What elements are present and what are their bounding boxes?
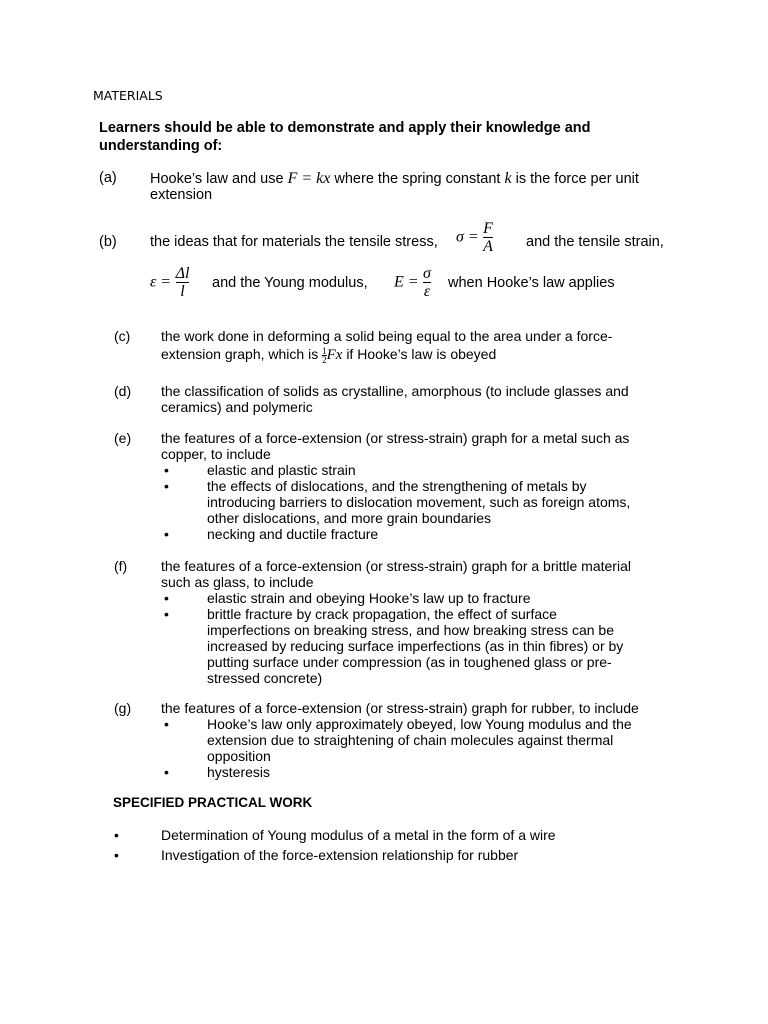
item-f-line1: the features of a force-extension (or stress-strain) graph for a brittle material — [161, 558, 631, 574]
item-b-t3: and the Young modulus, — [212, 275, 368, 291]
item-a-line2: extension — [150, 187, 213, 203]
item-g-bullet-1-line1: Hooke’s law only approximately obeyed, low Young modulus and the — [207, 716, 632, 732]
bullet-icon: • — [164, 716, 169, 732]
bullet-icon: • — [164, 590, 169, 606]
item-f-bullet-2-line1: brittle fracture by crack propagation, the effect of surface — [207, 606, 557, 622]
item-g-bullet-1-line3: opposition — [207, 748, 271, 764]
item-c-line2a: extension graph, which is — [161, 346, 319, 362]
item-f-label: (f) — [114, 558, 128, 574]
bullet-icon: • — [164, 764, 169, 780]
item-b-t4: when Hooke’s law applies — [448, 275, 615, 291]
stress-formula — [456, 220, 493, 255]
item-e-bullet-2-line2: introducing barriers to dislocation movement, such as foreign atoms, — [207, 494, 631, 510]
item-e-bullet-1: elastic and plastic strain — [207, 462, 356, 478]
strain-numerator: Δl — [175, 265, 190, 282]
strain-symbol: ε = — [150, 273, 172, 291]
item-c-label: (c) — [114, 328, 131, 344]
strain-formula — [150, 265, 189, 300]
young-denominator: ε — [423, 283, 431, 300]
item-f-line2: such as glass, to include — [161, 574, 314, 590]
young-fraction — [423, 265, 431, 300]
item-b-label: (b) — [99, 234, 117, 250]
item-b-t2: and the tensile strain, — [526, 234, 664, 250]
half-numerator: 1 — [322, 345, 327, 356]
item-a-equation: F = kx — [287, 170, 331, 187]
item-f-bullet-1: elastic strain and obeying Hooke’s law up to fracture — [207, 590, 531, 606]
item-e-bullet-3: necking and ductile fracture — [207, 526, 379, 542]
item-f-bullet-2-line3: increased by reducing surface imperfections (as in thin fibres) or by — [207, 638, 624, 654]
item-e-line1: the features of a force-extension (or stress-strain) graph for a metal such as — [161, 430, 630, 446]
item-g-label: (g) — [114, 700, 132, 716]
half-denominator: 2 — [322, 354, 327, 365]
bullet-icon: • — [114, 827, 119, 843]
item-a-k: k — [504, 170, 512, 187]
item-f-bullet-2-line5: stressed concrete) — [207, 670, 323, 686]
practical-heading: SPECIFIED PRACTICAL WORK — [113, 795, 313, 810]
intro-heading: Learners should be able to demonstrate and apply their knowledge and understanding of: — [99, 120, 591, 154]
page-header: MATERIALS — [93, 88, 163, 103]
bullet-icon: • — [114, 847, 119, 863]
strain-denominator: l — [176, 282, 190, 300]
item-g-bullet-2: hysteresis — [207, 764, 271, 780]
practical-item-2: Investigation of the force-extension relationship for rubber — [161, 847, 519, 863]
young-symbol: E = — [394, 273, 419, 291]
bullet-icon: • — [164, 606, 169, 622]
item-f-bullet-2-line2: imperfections on breaking stress, and how breaking stress can be — [207, 622, 614, 638]
item-c-line2 — [161, 346, 496, 364]
item-d-line2: ceramics) and polymeric — [161, 399, 313, 415]
item-e-bullet-2-line1: the effects of dislocations, and the strengthening of metals by — [207, 478, 587, 494]
item-e-line2: copper, to include — [161, 446, 271, 462]
item-g-bullet-1-line2: extension due to straightening of chain molecules against thermal — [207, 732, 614, 748]
item-a-text — [150, 170, 639, 188]
item-d-line1: the classification of solids as crystalline, amorphous (to include glasses and — [161, 383, 629, 399]
item-d-label: (d) — [114, 383, 132, 399]
young-formula — [394, 265, 431, 300]
item-a-t2: where the spring constant — [334, 171, 501, 187]
item-g-line1: the features of a force-extension (or stress-strain) graph for rubber, to include — [161, 700, 639, 716]
bullet-icon: • — [164, 462, 169, 478]
item-e-label: (e) — [114, 430, 132, 446]
bullet-icon: • — [164, 526, 169, 542]
item-b-t1: the ideas that for materials the tensile stress, — [150, 234, 438, 250]
item-a-t1: Hooke’s law and use — [150, 171, 284, 187]
fx-term: Fx — [326, 347, 343, 363]
item-c-line1: the work done in deforming a solid being equal to the area under a force- — [161, 328, 613, 344]
bullet-icon: • — [164, 478, 169, 494]
item-a-label: (a) — [99, 170, 117, 186]
stress-symbol: σ = — [456, 228, 479, 246]
stress-denominator: A — [483, 238, 493, 255]
item-f-bullet-2-line4: putting surface under compression (as in toughened glass or pre- — [207, 654, 612, 670]
item-e-bullet-2-line3: other dislocations, and more grain boundaries — [207, 510, 492, 526]
item-a-t3: is the force per unit — [515, 171, 639, 187]
item-c-line2b: if Hooke’s law is obeyed — [346, 346, 497, 362]
stress-fraction — [483, 220, 493, 255]
practical-item-1: Determination of Young modulus of a metal in the form of a wire — [161, 827, 556, 843]
strain-fraction — [176, 265, 190, 300]
stress-numerator: F — [483, 220, 493, 237]
young-numerator: σ — [423, 265, 431, 282]
